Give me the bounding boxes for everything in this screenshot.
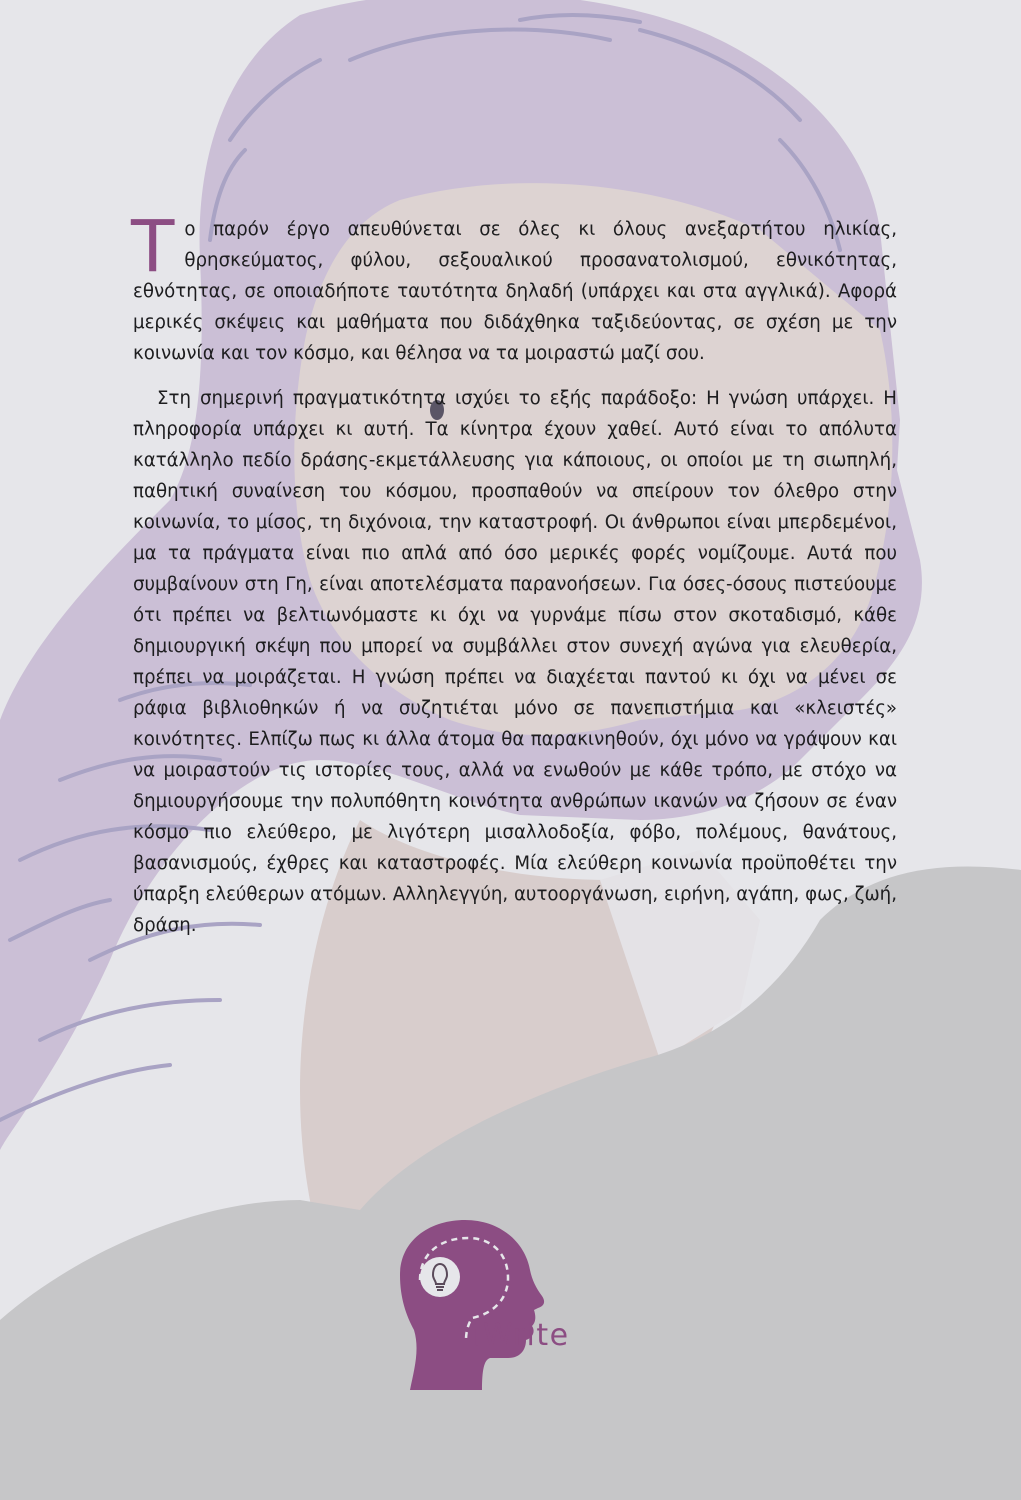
head-silhouette-icon xyxy=(400,1220,544,1390)
paragraph-1 xyxy=(131,205,897,369)
iwrite-wordmark: iWrite xyxy=(473,1318,570,1353)
paragraph-2: Στη σημερινή πραγματικότητα ισχύει το εξής παράδοξο: Η γνώση υπάρχει. Η πληροφορία υπάρχει κι αυτή. Τα κίνητρα έχουν χαθεί. Αυτό είναι το απόλυτα κατάλληλο πεδίο δράσης-εκμετάλλευσης για κάποιους, οι οποίοι με τη σιωπηλή, παθητική συναίνεση του κόσμου, προσπαθούν να σπείρουν τον όλεθρο στην κοινωνία, το μίσος, τη διχόνοια, την καταστροφή. Οι άνθρωποι είναι μπερδεμένοι, μα τα πράγματα είναι πιο απλά από όσο μερικές φορές νομίζουμε. Αυτά που συμβαίνουν στη Γη, είναι αποτελέσματα παρανοήσεων. Για όσες-όσους πιστεύουμε ότι πρέπει να βελτιωνόμαστε κι όχι να γυρνάμε πίσω στον σκοταδισμό, κάθε δημιουργική σκέψη που μπορεί να συμβάλλει στον συνεχή αγώνα για ελευθερία, πρέπει να μοιράζεται. Η γνώση πρέπει να διαχέεται παντού κι όχι να μένει σε ράφια βιβλιοθηκών ή να συζητιέται μόνο σε πανεπιστήμια και «κλειστές» κοινότητες. Ελπίζω πως κι άλλα άτομα θα παρακινηθούν, όχι μόνο να γράψουν και να μοιραστούν τις ιστορίες τους, αλλά να ενωθούν με κάθε τρόπο, με στόχο να δημιουργήσουμε την πολυπόθητη κοινότητα ανθρώπων ικανών να ζήσουν σε έναν κόσμο πιο ελεύθερο, με λιγότερη μισαλλοδοξία, φόβο, πολέμους, θανάτους, βασανισμούς, έχθρες και καταστροφές. Μία ελεύθερη κοινωνία προϋποθέτει την ύπαρξη ελεύθερων ατόμων. Αλληλεγγύη, αυτοοργάνωση, ειρήνη, αγάπη, φως, ζωή, δράση. xyxy=(133,388,897,936)
iwrite-logo xyxy=(380,1220,610,1390)
body-text xyxy=(131,205,897,941)
drop-cap: Τ xyxy=(131,205,175,288)
paragraph-1-text: ο παρόν έργο απευθύνεται σε όλες κι όλους ανεξαρτήτου ηλικίας, θρησκεύματος, φύλου, σεξουαλικού προσανατολισμού, εθνικότητας, εθνότητας, σε οποιαδήποτε ταυτότητα δηλαδή (υπάρχει και στα αγγλικά). Αφορά μερικές σκέψεις και μαθήματα που διδάχθηκα ταξιδεύοντας, σε σχέση με την κοινωνία και τον κόσμο, και θέλησα να τα μοιραστώ μαζί σου. xyxy=(133,219,897,364)
